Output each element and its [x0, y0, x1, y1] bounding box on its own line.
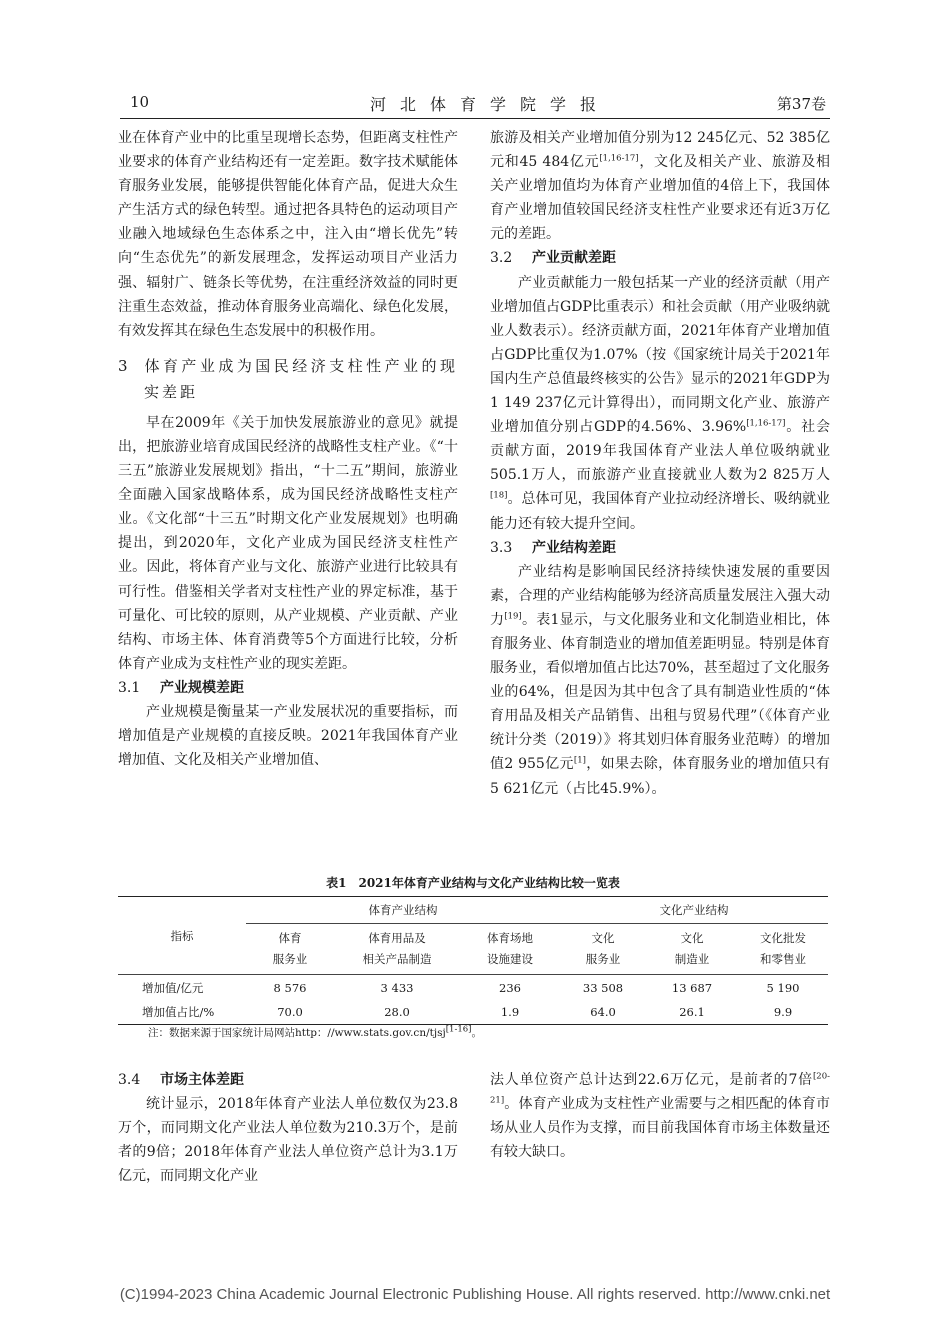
column-header: 文化批发 和零售业: [760, 931, 806, 966]
subsection-number: 3.1: [118, 679, 141, 696]
comparison-table: [118, 896, 828, 1025]
subsection-3-2-heading: [490, 246, 830, 270]
table-note: [148, 1025, 482, 1040]
subsection-title: 市场主体差距: [160, 1072, 244, 1088]
subsection-title: 产业规模差距: [160, 679, 244, 696]
table-cell: 13 687: [646, 975, 738, 1001]
note-text: 注：数据来源于国家统计局网站http：//www.stats.gov.cn/tjsj: [148, 1027, 446, 1039]
table-cell: 9.9: [738, 1000, 828, 1025]
text-run: 。表1显示，与文化服务业和文化制造业相比，体育服务业、体育制造业的增加值差距明显。特别是体育服务业，看似增加值占比达70%，甚至超过了文化服务业的64%，但是因为其中包含了具有制造业性质的“体育用品及相关产品销售、出租与贸易代理”（《体育产业统计分类（2019）》将其划归体育服务业范畴）的增加值2 955亿元: [490, 611, 831, 773]
section-title: 体育产业成为国民经济支柱性产业的现实差距: [144, 356, 458, 401]
column-header: 体育用品及 相关产品制造: [362, 931, 432, 966]
column-header: 文化 制造业: [674, 931, 710, 966]
column-header: 体育 服务业: [272, 931, 308, 966]
citation: [1-16]: [445, 1024, 472, 1035]
paragraph: 业在体育产业中的比重呈现增长态势，但距离支柱性产业要求的体育产业结构还有一定差距。数字技术赋能体育服务业发展，能够提供智能化体育产品，促进大众生产生活方式的绿色转型。通过把各具特色的运动项目产业融入地域绿色生态体系之中，注入由“增长优先”转向“生态优先”的新发展理念，发挥运动项目产业活力强、辐射广、链条长等优势，在注重经济效益的同时更注重生态效益，推动体育服务业高端化、绿色化发展，有效发挥其在绿色生态发展中的积极作用。: [118, 130, 458, 339]
text-run: 。总体可见，我国体育产业拉动经济增长、吸纳就业能力还有较大提升空间。: [490, 491, 830, 532]
subsection-title: 产业贡献差距: [532, 250, 616, 267]
table-row: [118, 1000, 828, 1025]
section-number: 3: [118, 356, 131, 375]
text-run: 。社会贡献方面，2019年我国体育产业法人单位吸纳就业505.1万人，而旅游产业直接就业人数为2 825万人: [490, 419, 831, 484]
text-run: 产业结构是影响国民经济持续快速发展的重要因素，合理的产业结构能够为经济高质量发展注入强大动力: [490, 563, 830, 628]
group-header-culture: 文化产业结构: [560, 897, 828, 924]
table-cell: 26.1: [646, 1000, 738, 1025]
text-run: ，如果去除，体育服务业的增加值只有5 621亿元（占比45.9%）。: [490, 756, 830, 797]
group-header-sport: 体育产业结构: [246, 897, 560, 924]
row-label: 增加值占比/%: [118, 1000, 246, 1025]
row-label: 增加值/亿元: [118, 975, 246, 1001]
note-text: 。: [471, 1027, 482, 1039]
text-run: 产业贡献能力一般包括某一产业的经济贡献（用产业增加值占GDP比重表示）和社会贡献（用产业吸纳就业人数表示）。经济贡献方面，2021年体育产业增加值占GDP比重仅为1.07%（按《国家统计局关于2021年国内生产总值最终核实的公告》显示的2021年GDP为1 149 237亿元计算得出），而同期文化产业、旅游产业增加值分别占GDP的4.56%、3.96%: [490, 274, 830, 436]
volume-label: 第37卷: [776, 95, 826, 113]
bottom-left-column: [118, 1068, 458, 1188]
paragraph: 统计显示，2018年体育产业法人单位数仅为23.8万个，而同期文化产业法人单位数为210.3万个，是前者的9倍；2018年体育产业法人单位资产总计为3.1万亿元，而同期文化产业: [118, 1096, 458, 1185]
text-run: 法人单位资产总计达到22.6万亿元，是前者的7倍: [490, 1072, 813, 1088]
subsection-3-4-heading: [118, 1068, 458, 1092]
subsection-3-3-heading: [490, 536, 830, 560]
subsection-number: 3.2: [490, 250, 513, 267]
table-cell: 64.0: [560, 1000, 646, 1025]
subsection-3-1-heading: [118, 676, 458, 700]
citation: [18]: [490, 490, 508, 501]
paragraph: [490, 1068, 830, 1164]
table-cell: 236: [460, 975, 560, 1001]
table-caption: 表1 2021年体育产业结构与文化产业结构比较一览表: [326, 876, 620, 890]
indicator-header: 指标: [118, 897, 246, 975]
table-row: [118, 975, 828, 1001]
paragraph: [490, 560, 830, 801]
table-cell: 8 576: [246, 975, 334, 1001]
left-column: [118, 126, 458, 772]
journal-title: 河北体育学院学报: [369, 95, 610, 114]
citation: [1,16-17]: [599, 153, 639, 164]
page-number: 10: [130, 93, 150, 111]
table-cell: 5 190: [738, 975, 828, 1001]
citation: [1]: [573, 755, 586, 766]
paragraph: [490, 126, 830, 246]
citation: [20-21]: [490, 1071, 830, 1106]
citation: [19]: [504, 611, 522, 622]
subsection-title: 产业结构差距: [532, 539, 616, 556]
table-cell: 3 433: [334, 975, 460, 1001]
text-run: 旅游及相关产业增加值分别为12 245亿元、52 385亿元和45 484亿元: [490, 130, 830, 171]
table-cell: 70.0: [246, 1000, 334, 1025]
bottom-right-column: [490, 1068, 830, 1164]
paragraph: 产业规模是衡量某一产业发展状况的重要指标，而增加值是产业规模的直接反映。2021年我国体育产业增加值、文化及相关产业增加值、: [118, 703, 458, 769]
text-run: 。体育产业成为支柱性产业需要与之相匹配的体育市场从业人员作为支撑，而目前我国体育市场主体数量还有较大缺口。: [490, 1096, 830, 1161]
column-header: 体育场地 设施建设: [487, 931, 533, 966]
paragraph: 早在2009年《关于加快发展旅游业的意见》就提出，把旅游业培育成国民经济的战略性支柱产业。《“十三五”旅游业发展规划》指出，“十二五”期间，旅游业全面融入国家战略体系，成为国民经济战略性支柱产业。《文化部“十三五”时期文化产业发展规划》也明确提出，到2020年，文化产业成为国民经济支柱性产业。因此，将体育产业与文化、旅游产业进行比较具有可行性。借鉴相关学者对支柱性产业的界定标准，基于可量化、可比较的原则，从产业规模、产业贡献、产业结构、市场主体、体育消费等5个方面进行比较，分析体育产业成为支柱性产业的现实差距。: [118, 414, 458, 672]
header-rule: [120, 118, 830, 119]
copyright-footer: (C)1994-2023 China Academic Journal Electronic Publishing House. All rights reserved. http://www.cnki.net: [119, 1286, 831, 1303]
section-3-heading: [118, 353, 458, 405]
table-cell: 33 508: [560, 975, 646, 1001]
column-header: 文化 服务业: [585, 931, 621, 966]
paragraph: [490, 271, 830, 536]
subsection-number: 3.3: [490, 539, 513, 556]
right-column: [490, 126, 830, 801]
citation: [1,16-17]: [746, 418, 786, 429]
text-run: ，文化及相关产业、旅游及相关产业增加值均为体育产业增加值的4倍上下，我国体育产业增加值较国民经济支柱性产业要求还有近3万亿元的差距。: [490, 154, 831, 243]
subsection-number: 3.4: [118, 1072, 141, 1088]
table-cell: 1.9: [460, 1000, 560, 1025]
table-cell: 28.0: [334, 1000, 460, 1025]
